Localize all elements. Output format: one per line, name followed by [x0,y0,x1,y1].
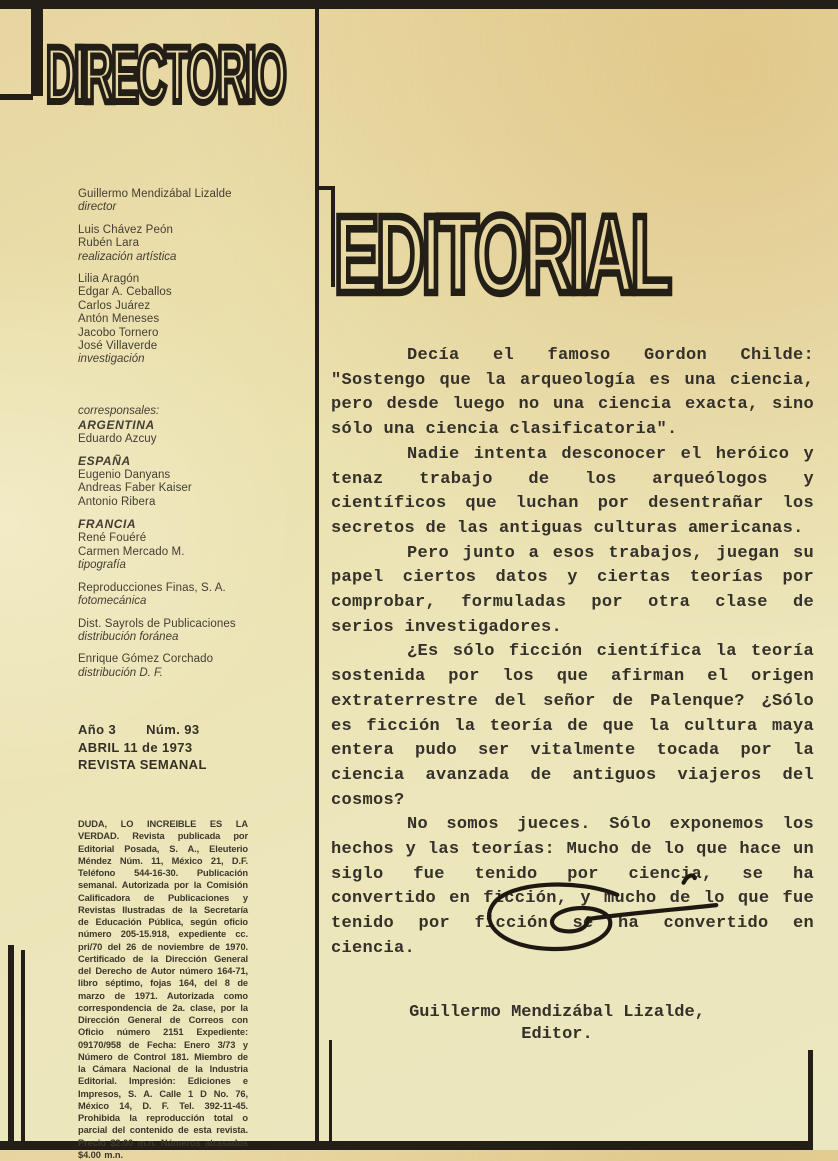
staff-name: Rubén Lara [78,237,140,250]
left-edge-thin-rule [21,950,25,1150]
directorio-foot-rule [0,94,33,100]
staff-name: Edgar A. Ceballos [78,286,172,299]
separator-double-rule [329,1040,332,1150]
issue-year: Año 3 [78,722,117,737]
country-name: FRANCIA [78,517,137,532]
issue-number: Núm. 93 [146,722,200,737]
staff-group-art [78,224,303,264]
correspondents-label: corresponsales: [78,405,160,417]
production-credits [78,546,303,689]
left-edge-rule [8,945,14,1150]
issue-date: ABRIL 11 de 1973 [78,739,193,755]
staff-name: Antón Meneses [78,313,160,326]
credit-name: Dist. Sayrols de Publicaciones [78,617,236,630]
right-edge-rule [808,1050,813,1150]
editorial-headline: EDITORIAL [334,193,669,316]
staff-role: realización artística [78,250,177,263]
editorial-paragraph: Decía el famoso Gordon Childe: "Sostengo que la arqueología es una ciencia, pero desde luego no una ciencia exacta, sino sólo una ciencia clasificatoria". [331,346,814,440]
staff-name: José Villaverde [78,340,158,353]
correspondent-group-francia [78,518,303,545]
staff-name: Carlos Juárez [78,299,151,312]
issue-frequency: REVISTA SEMANAL [78,757,207,772]
credit-photomechanics [78,582,303,609]
country-name: ESPAÑA [78,454,131,469]
credit-role: tipografía [78,559,126,572]
correspondent-name: Eugenio Danyans [78,469,171,481]
correspondent-group-argentina [78,419,303,446]
correspondent-name: René Fouéré [78,532,147,545]
column-separator-rule [315,9,319,1150]
staff-list [78,188,303,376]
credit-distribution-foreign [78,618,303,645]
directorio-headline: DIRECTORIO [46,30,285,120]
credit-role: distribución foránea [78,631,179,644]
staff-name: Lilia Aragón [78,273,140,286]
staff-role: investigación [78,353,145,366]
correspondent-name: Andreas Faber Kaiser [78,482,192,495]
editorial-paragraph: ¿Es sólo ficción científica la teoría sostenida por los que afirman el origen extraterrestre del señor de Palenque? ¿Sólo es ficción la teoría de que la cultura maya entera pudo ser vitalmente tocada por la ciencia avanzada de antiguos viajeros del cosmos? [331,642,814,810]
editorial-paragraph: Pero junto a esos trabajos, juegan su papel ciertos datos y ciertas teorías por comprobar, formuladas por otra clase de serios investigadores. [331,543,814,637]
correspondent-group-espana [78,455,303,509]
credit-typography [78,546,303,573]
correspondent-name: Antonio Ribera [78,495,156,508]
signoff-role: Editor. [521,1025,593,1044]
issue-info [78,721,303,774]
correspondents-list [78,404,303,554]
credit-name: Carmen Mercado M. [78,546,185,558]
editorial-signoff [392,1002,722,1046]
issue-year-number [78,721,303,739]
editor-signature-scribble [440,866,720,961]
credit-role: distribución D. F. [78,666,163,679]
top-border-bar [0,0,838,9]
staff-name: Luis Chávez Peón [78,223,173,236]
staff-group-research [78,273,303,367]
directorio-left-rule [31,9,43,96]
signoff-name: Guillermo Mendizábal Lizalde, [409,1003,705,1022]
staff-name: Jacobo Tornero [78,326,159,339]
correspondent-name: Eduardo Azcuy [78,432,157,445]
staff-group-director [78,188,303,215]
staff-role: director [78,201,117,214]
credit-name: Reproducciones Finas, S. A. [78,581,226,594]
editorial-paragraph: Nadie intenta desconocer el heróico y tenaz trabajo de los arqueólogos y científicos que luchan por desentrañar los secretos de las antiguas culturas americanas. [331,444,814,538]
credit-role: fotomecánica [78,595,147,608]
legal-fine-print: DUDA, LO INCREIBLE ES LA VERDAD. Revista publicada por Editorial Posada, S. A., Eleuterio Méndez Núm. 11, México 21, D.F. Teléfono 544-16-30. Publicación semanal. Autorizada por la Comisión Calificadora de Publicaciones y Revistas Ilustradas de la Secretaría de Educación Pública, según oficio número 205-15.918, expediente cc. pri/70 del 26 de noviembre de 1970. Certificado de la Dirección General del Derecho de Autor número 164-71, libro séptimo, fojas 164, del 8 de marzo de 1971. Autorizada como correspondencia de 2a. clase, por la Dirección General de Correos con Oficio número 2151 Expediente: 09170/958 de Fecha: Enero 3/73 y Número de Control 181. Miembro de la Cámara Nacional de la Industria Editorial. Impresión: Ediciones e Impresos, S. A. Calle 1 D No. 76, México 14, D. F. Tel. 392-11-45. Prohibida la reproducción total o parcial del contenido de esta revista. Precio $2.00 m.n. Números atrasados $4.00 m.n. [78,819,248,1160]
staff-name: Guillermo Mendizábal Lizalde [78,188,232,200]
credit-name: Enrique Gómez Corchado [78,653,214,666]
credit-distribution-df [78,653,303,680]
country-name: ARGENTINA [78,418,155,432]
editorial-paragraph: No somos jueces. Sólo exponemos los hechos y las teorías: Mucho de lo que hace un siglo fue tenido por ciencia, se ha convertido en ficción, y mucho de lo que fue tenido por ficción se ha convertido en ciencia. [331,815,814,958]
